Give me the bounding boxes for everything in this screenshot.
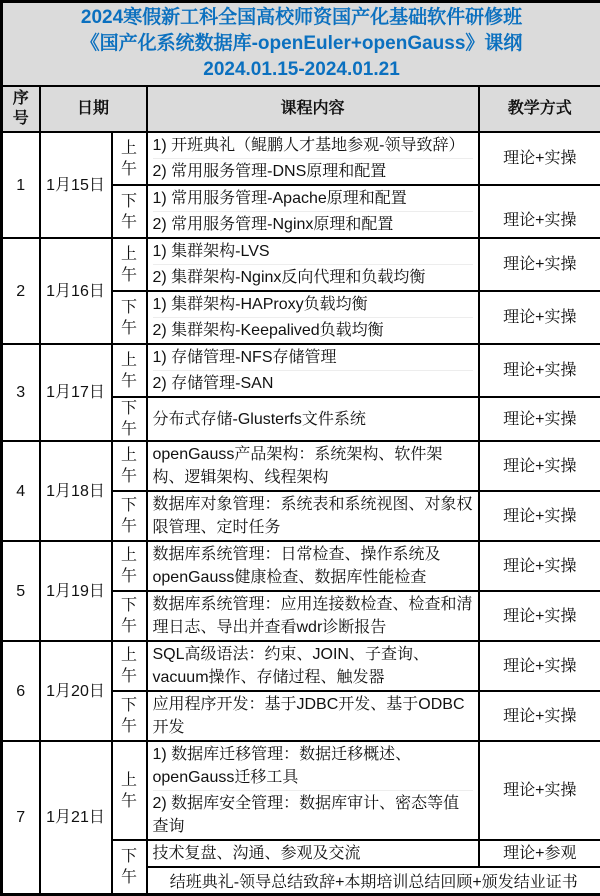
day4-pm-content [147, 491, 479, 541]
day3-am-row [2, 344, 600, 397]
day6-pm-method: 理论+实操 [479, 691, 600, 741]
course-item: 数据库对象管理：系统表和系统视图、对象权限管理、定时任务 [153, 492, 473, 540]
col-header-date: 日期 [40, 86, 147, 132]
day2-pm-label: 下午 [112, 291, 147, 344]
day3-pm-label: 下午 [112, 397, 147, 441]
day7-pm-content [147, 840, 479, 867]
title-line-1: 2024寒假新工科全国高校师资国产化基础软件研修班 [3, 5, 600, 31]
day3-am-label: 上午 [112, 344, 147, 397]
course-item: 数据库系统管理：日常检查、操作系统及openGauss健康检查、数据库性能检查 [153, 542, 473, 590]
course-item: 1) 集群架构-HAProxy负载均衡 [153, 292, 473, 317]
day3-am-content [147, 344, 479, 397]
day1-am-method: 理论+实操 [479, 132, 600, 185]
course-item: 2) 集群架构-Nginx反向代理和负载均衡 [153, 264, 473, 290]
day4-pm-label: 下午 [112, 491, 147, 541]
course-item: 1) 集群架构-LVS [153, 239, 473, 264]
course-item: 1) 开班典礼（鲲鹏人才基地参观-领导致辞） [153, 133, 473, 158]
title-line-3: 2024.01.15-2024.01.21 [3, 57, 600, 83]
day6-pm-content [147, 691, 479, 741]
header-row [2, 86, 600, 132]
day1-pm-content [147, 185, 479, 238]
course-item: openGauss产品架构：系统架构、软件架构、逻辑架构、线程架构 [153, 442, 473, 490]
day3-pm-content [147, 397, 479, 441]
day5-pm-method: 理论+实操 [479, 591, 600, 641]
day1-date: 1月15日 [40, 132, 112, 238]
course-item: 2) 数据库安全管理：数据库审计、密态等值查询 [153, 790, 473, 839]
day1-index: 1 [2, 132, 40, 238]
day1-am-content [147, 132, 479, 185]
col-header-index: 序号 [2, 86, 40, 132]
course-item: 数据库系统管理：应用连接数检查、检查和清理日志、导出并查看wdr诊断报告 [153, 592, 473, 640]
day4-am-content [147, 441, 479, 491]
day7-am-method: 理论+实操 [479, 741, 600, 840]
day5-pm-label: 下午 [112, 591, 147, 641]
day6-am-content [147, 641, 479, 691]
day6-date: 1月20日 [40, 641, 112, 741]
day1-pm-label: 下午 [112, 185, 147, 238]
day1-pm-method: 理论+实操 [479, 185, 600, 238]
day4-am-label: 上午 [112, 441, 147, 491]
day2-date: 1月16日 [40, 238, 112, 344]
closing-ceremony-text: 结班典礼-领导总结致辞+本期培训总结回顾+颁发结业证书 [147, 867, 600, 895]
day6-am-method: 理论+实操 [479, 641, 600, 691]
day3-am-method: 理论+实操 [479, 344, 600, 397]
day5-date: 1月19日 [40, 541, 112, 641]
course-item: 应用程序开发：基于JDBC开发、基于ODBC开发 [153, 692, 473, 740]
day4-date: 1月18日 [40, 441, 112, 541]
col-header-method: 教学方式 [479, 86, 600, 132]
day2-pm-content [147, 291, 479, 344]
course-item: 2) 集群架构-Keepalived负载均衡 [153, 317, 473, 343]
course-item: 技术复盘、沟通、参观及交流 [153, 841, 473, 866]
day5-am-method: 理论+实操 [479, 541, 600, 591]
day2-am-method: 理论+实操 [479, 238, 600, 291]
day7-date: 1月21日 [40, 741, 112, 895]
day5-am-content [147, 541, 479, 591]
course-item: 分布式存储-Glusterfs文件系统 [153, 407, 473, 432]
day2-am-label: 上午 [112, 238, 147, 291]
course-item: 2) 常用服务管理-Nginx原理和配置 [153, 211, 473, 237]
day7-am-content [147, 741, 479, 840]
day5-index: 5 [2, 541, 40, 641]
day4-pm-method: 理论+实操 [479, 491, 600, 541]
day6-am-label: 上午 [112, 641, 147, 691]
day6-am-row [2, 641, 600, 691]
day7-am-label: 上午 [112, 741, 147, 840]
day1-am-label: 上午 [112, 132, 147, 185]
day3-index: 3 [2, 344, 40, 441]
day4-am-method: 理论+实操 [479, 441, 600, 491]
day5-am-row [2, 541, 600, 591]
title-line-2: 《国产化系统数据库-openEuler+openGauss》课纲 [3, 31, 600, 57]
course-item: 1) 常用服务管理-Apache原理和配置 [153, 186, 473, 211]
day5-pm-content [147, 591, 479, 641]
day4-index: 4 [2, 441, 40, 541]
day7-pm-label: 下午 [112, 840, 147, 895]
day7-pm-method: 理论+参观 [479, 840, 600, 867]
col-header-content: 课程内容 [147, 86, 479, 132]
course-item: 1) 数据库迁移管理：数据迁移概述、openGauss迁移工具 [153, 742, 473, 790]
day1-am-row [2, 132, 600, 185]
course-item: 2) 存储管理-SAN [153, 370, 473, 396]
day6-pm-label: 下午 [112, 691, 147, 741]
day7-am-row [2, 741, 600, 840]
day2-am-content [147, 238, 479, 291]
day3-date: 1月17日 [40, 344, 112, 441]
title-row [2, 2, 600, 87]
day5-am-label: 上午 [112, 541, 147, 591]
day2-index: 2 [2, 238, 40, 344]
course-item: 1) 存储管理-NFS存储管理 [153, 345, 473, 370]
day3-pm-method: 理论+实操 [479, 397, 600, 441]
day2-am-row [2, 238, 600, 291]
document-title [2, 2, 600, 87]
course-item: SQL高级语法：约束、JOIN、子查询、vacuum操作、存储过程、触发器 [153, 642, 473, 690]
day4-am-row [2, 441, 600, 491]
course-item: 2) 常用服务管理-DNS原理和配置 [153, 158, 473, 184]
day2-pm-method: 理论+实操 [479, 291, 600, 344]
day6-index: 6 [2, 641, 40, 741]
day7-index: 7 [2, 741, 40, 895]
